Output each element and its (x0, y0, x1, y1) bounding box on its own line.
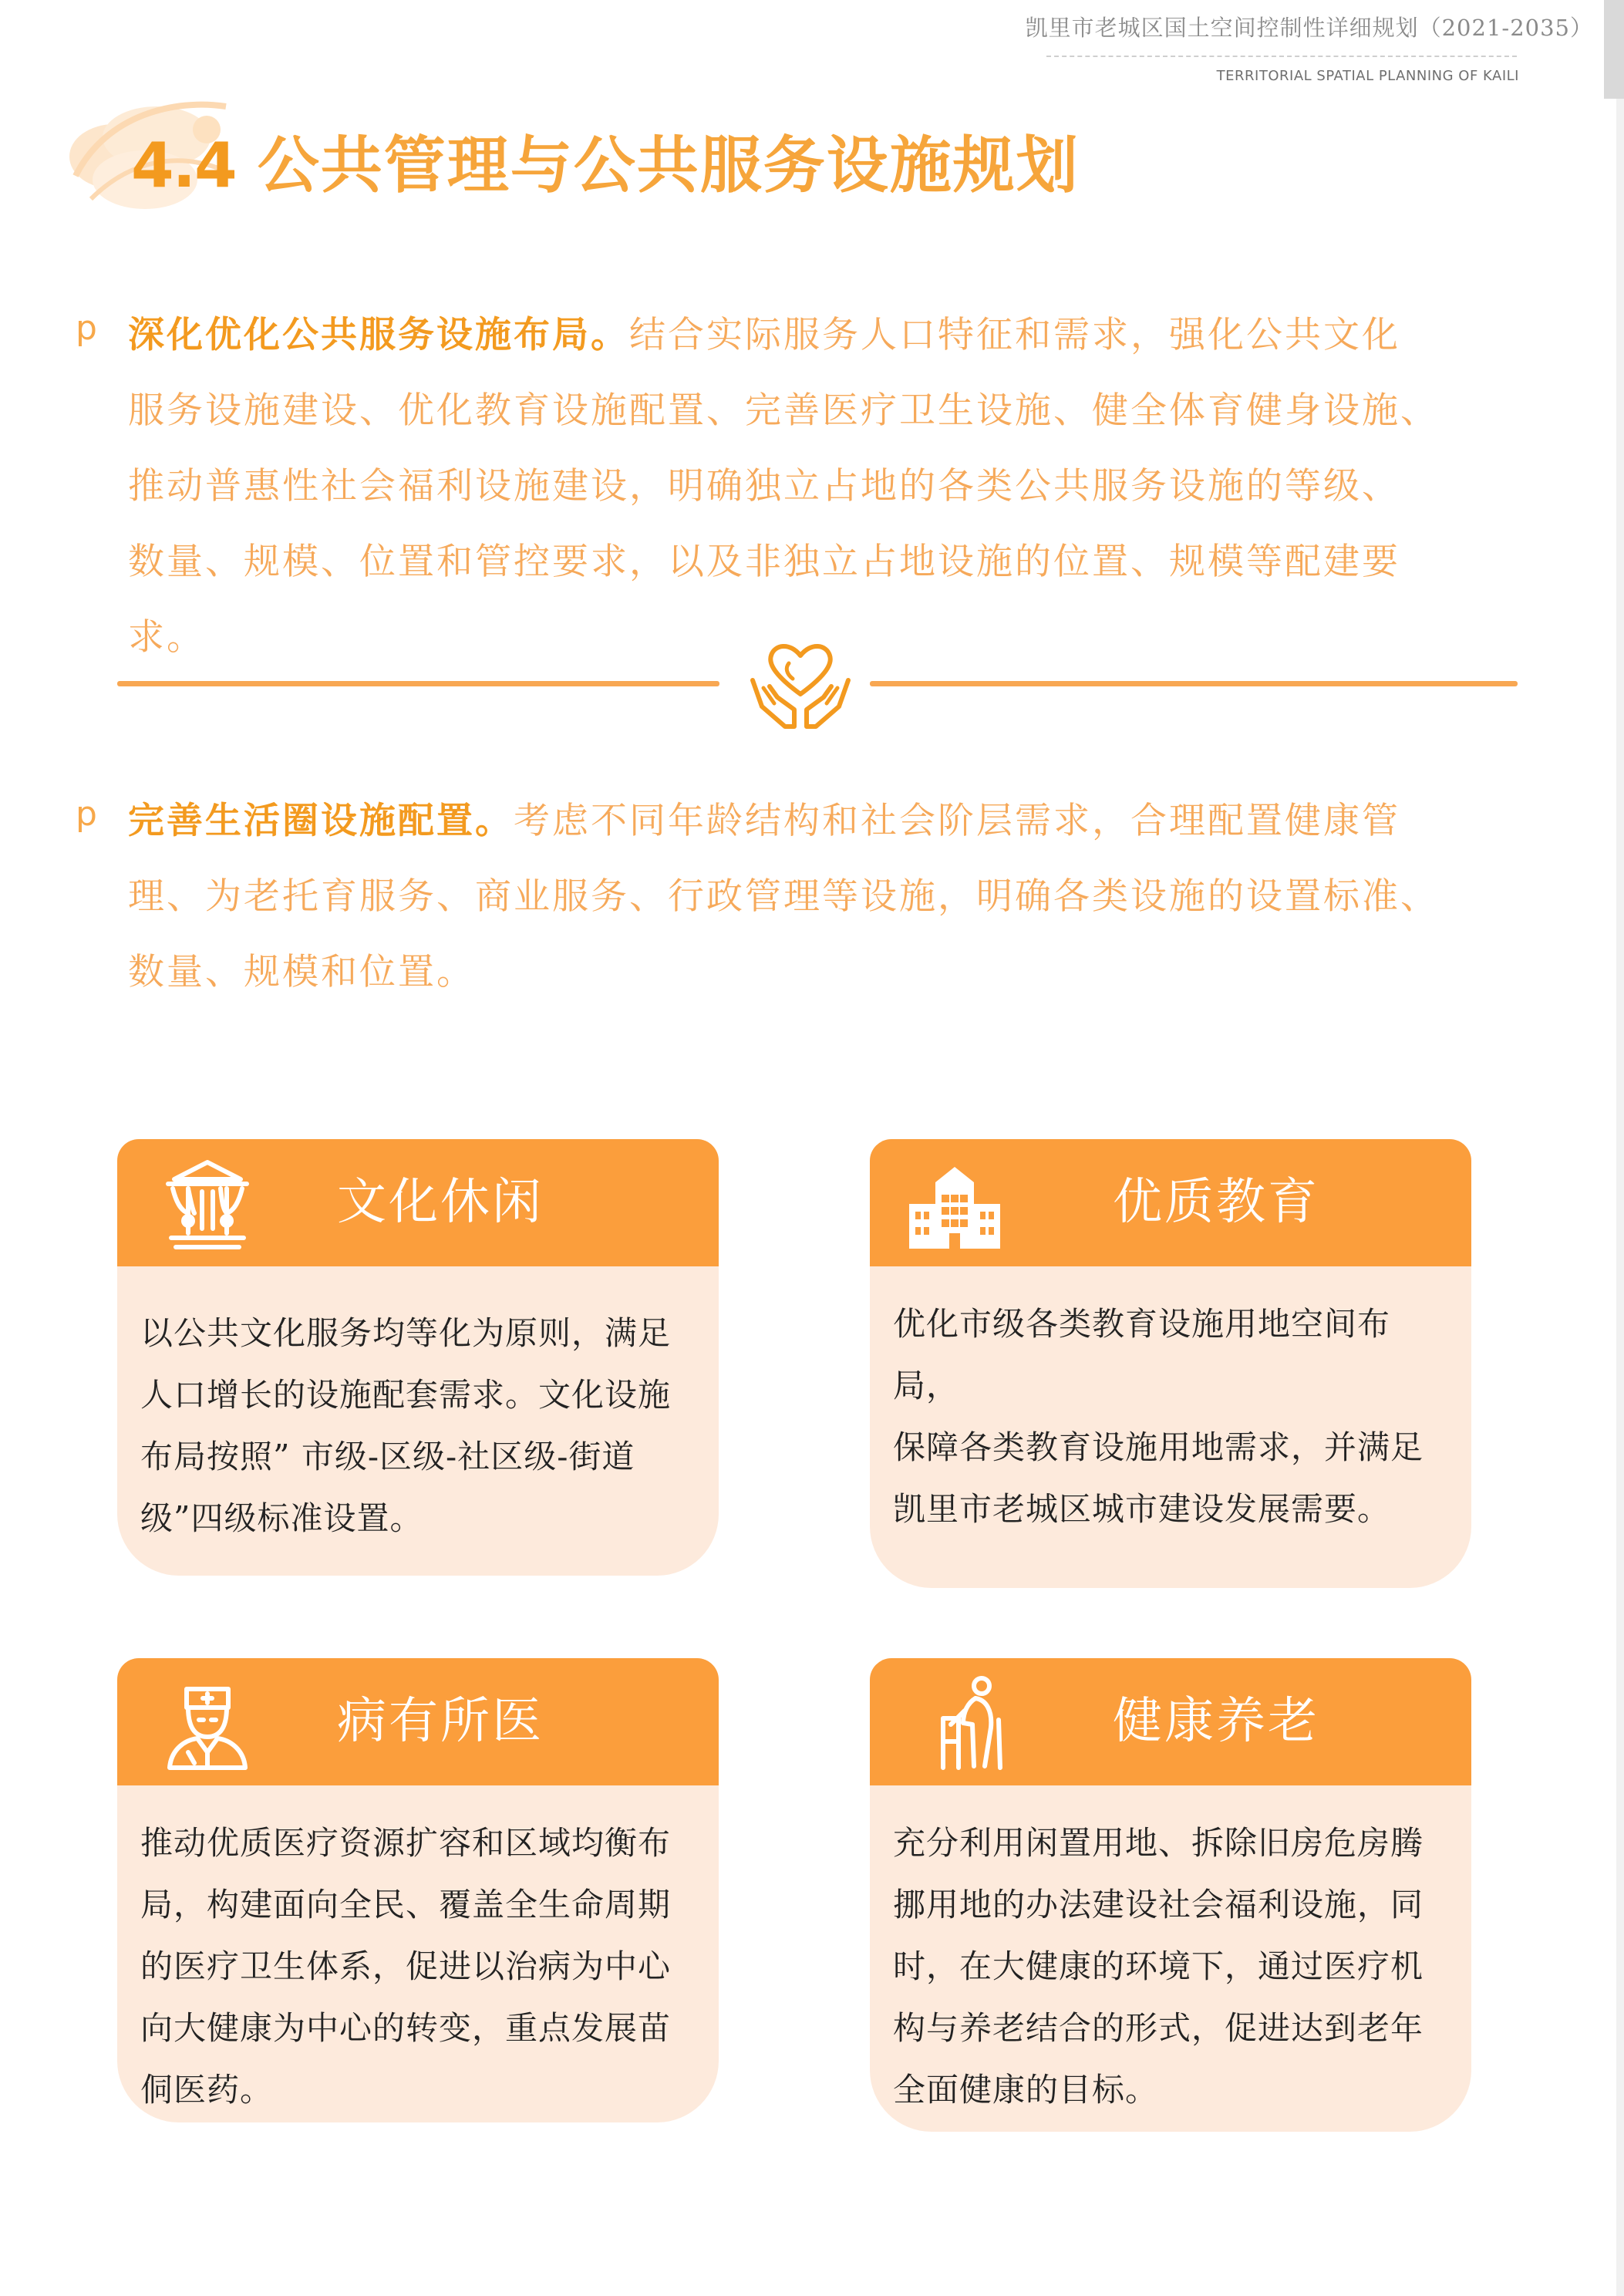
heart-hands-icon (746, 632, 854, 737)
section-title: 公共管理与公共服务设施规划 (257, 129, 1080, 201)
card-text-line: 侗医药。 (140, 2071, 274, 2109)
section-heading (131, 116, 1080, 201)
paragraph-facility-layout (128, 298, 1562, 676)
card-text (140, 1812, 703, 2121)
bullet-marker: p (76, 794, 97, 834)
card-title: 优质教育 (1113, 1174, 1319, 1231)
card-title: 健康养老 (1113, 1693, 1319, 1750)
page-edge-strip (1616, 99, 1624, 2296)
card-text-line: 充分利用闲置用地、拆除旧房危房腾 (893, 1824, 1424, 1862)
paragraph-line (128, 298, 1562, 373)
paragraph-line: 数量、规模和位置。 (128, 951, 475, 993)
card-text-line: 保障各类教育设施用地需求，并满足 (893, 1428, 1424, 1466)
paragraph-line: 理、为老托育服务、商业服务、行政管理等设施，明确各类设施的设置标准、 (128, 875, 1439, 918)
card-culture-leisure (117, 1139, 719, 1576)
paragraph-lead: 深化优化公共服务设施布局。 (128, 314, 629, 356)
card-text-line: 时，在大健康的环境下，通过医疗机 (893, 1947, 1424, 1985)
doctor-icon (157, 1672, 258, 1772)
card-text-line: 推动优质医疗资源扩容和区域均衡布 (140, 1824, 672, 1862)
page-edge-bar (1604, 0, 1624, 99)
paragraph-line: 推动普惠性社会福利设施建设，明确独立占地的各类公共服务设施的等级、 (128, 465, 1400, 507)
bullet-marker: p (76, 308, 97, 348)
card-text-line: 布局按照” 市级-区级-社区级-街道 (140, 1438, 635, 1475)
paragraph-text: 考虑不同年龄结构和社会阶层需求，合理配置健康管 (514, 800, 1400, 842)
paragraph-line: 服务设施建设、优化教育设施配置、完善医疗卫生设施、健全体育健身设施、 (128, 389, 1439, 432)
card-text (893, 1812, 1456, 2121)
card-text-line: 以公共文化服务均等化为原则，满足 (140, 1314, 672, 1352)
paragraph-life-circle (128, 784, 1562, 1010)
header-dashed-rule (1046, 56, 1517, 57)
paragraph-line: 求。 (128, 616, 205, 659)
paragraph-text: 结合实际服务人口特征和需求，强化公共文化 (629, 314, 1400, 356)
card-text-line: 优化市级各类教育设施用地空间布局， (893, 1305, 1391, 1404)
card-title: 病有所医 (337, 1693, 544, 1750)
divider-line-right (870, 681, 1518, 686)
document-header-subtitle: TERRITORIAL SPATIAL PLANNING OF KAILI (1216, 68, 1519, 84)
divider-line-left (117, 681, 719, 686)
card-text-line: 凯里市老城区城市建设发展需要。 (893, 1490, 1391, 1528)
school-building-icon (905, 1156, 1005, 1256)
card-text-line: 局，构建面向全民、覆盖全生命周期 (140, 1886, 672, 1923)
document-header-title: 凯里市老城区国土空间控制性详细规划（2021-2035） (1025, 15, 1593, 41)
card-text-line: 的医疗卫生体系，促进以治病为中心 (140, 1947, 672, 1985)
section-number: 4.4 (131, 130, 236, 201)
card-medical-care (117, 1658, 719, 2122)
card-text-line: 构与养老结合的形式，促进达到老年 (893, 2009, 1424, 2047)
card-text (140, 1303, 703, 1549)
card-text-line: 挪用地的办法建设社会福利设施，同 (893, 1886, 1424, 1923)
card-text-line: 向大健康为中心的转变，重点发展苗 (140, 2009, 672, 2047)
paragraph-line (128, 784, 1562, 859)
paragraph-lead: 完善生活圈设施配置。 (128, 800, 514, 842)
card-text-line: 全面健康的目标。 (893, 2071, 1159, 2109)
card-text-line: 人口增长的设施配套需求。文化设施 (140, 1376, 672, 1414)
elderly-walker-icon (920, 1672, 1020, 1772)
paragraph-line: 数量、规模、位置和管控要求，以及非独立占地设施的位置、规模等配建要 (128, 541, 1400, 583)
card-text (893, 1293, 1456, 1540)
theater-icon (157, 1153, 258, 1253)
card-text-line: 级”四级标准设置。 (140, 1499, 423, 1537)
card-quality-education (870, 1139, 1471, 1588)
card-title: 文化休闲 (337, 1174, 544, 1231)
card-health-elderly-care (870, 1658, 1471, 2132)
